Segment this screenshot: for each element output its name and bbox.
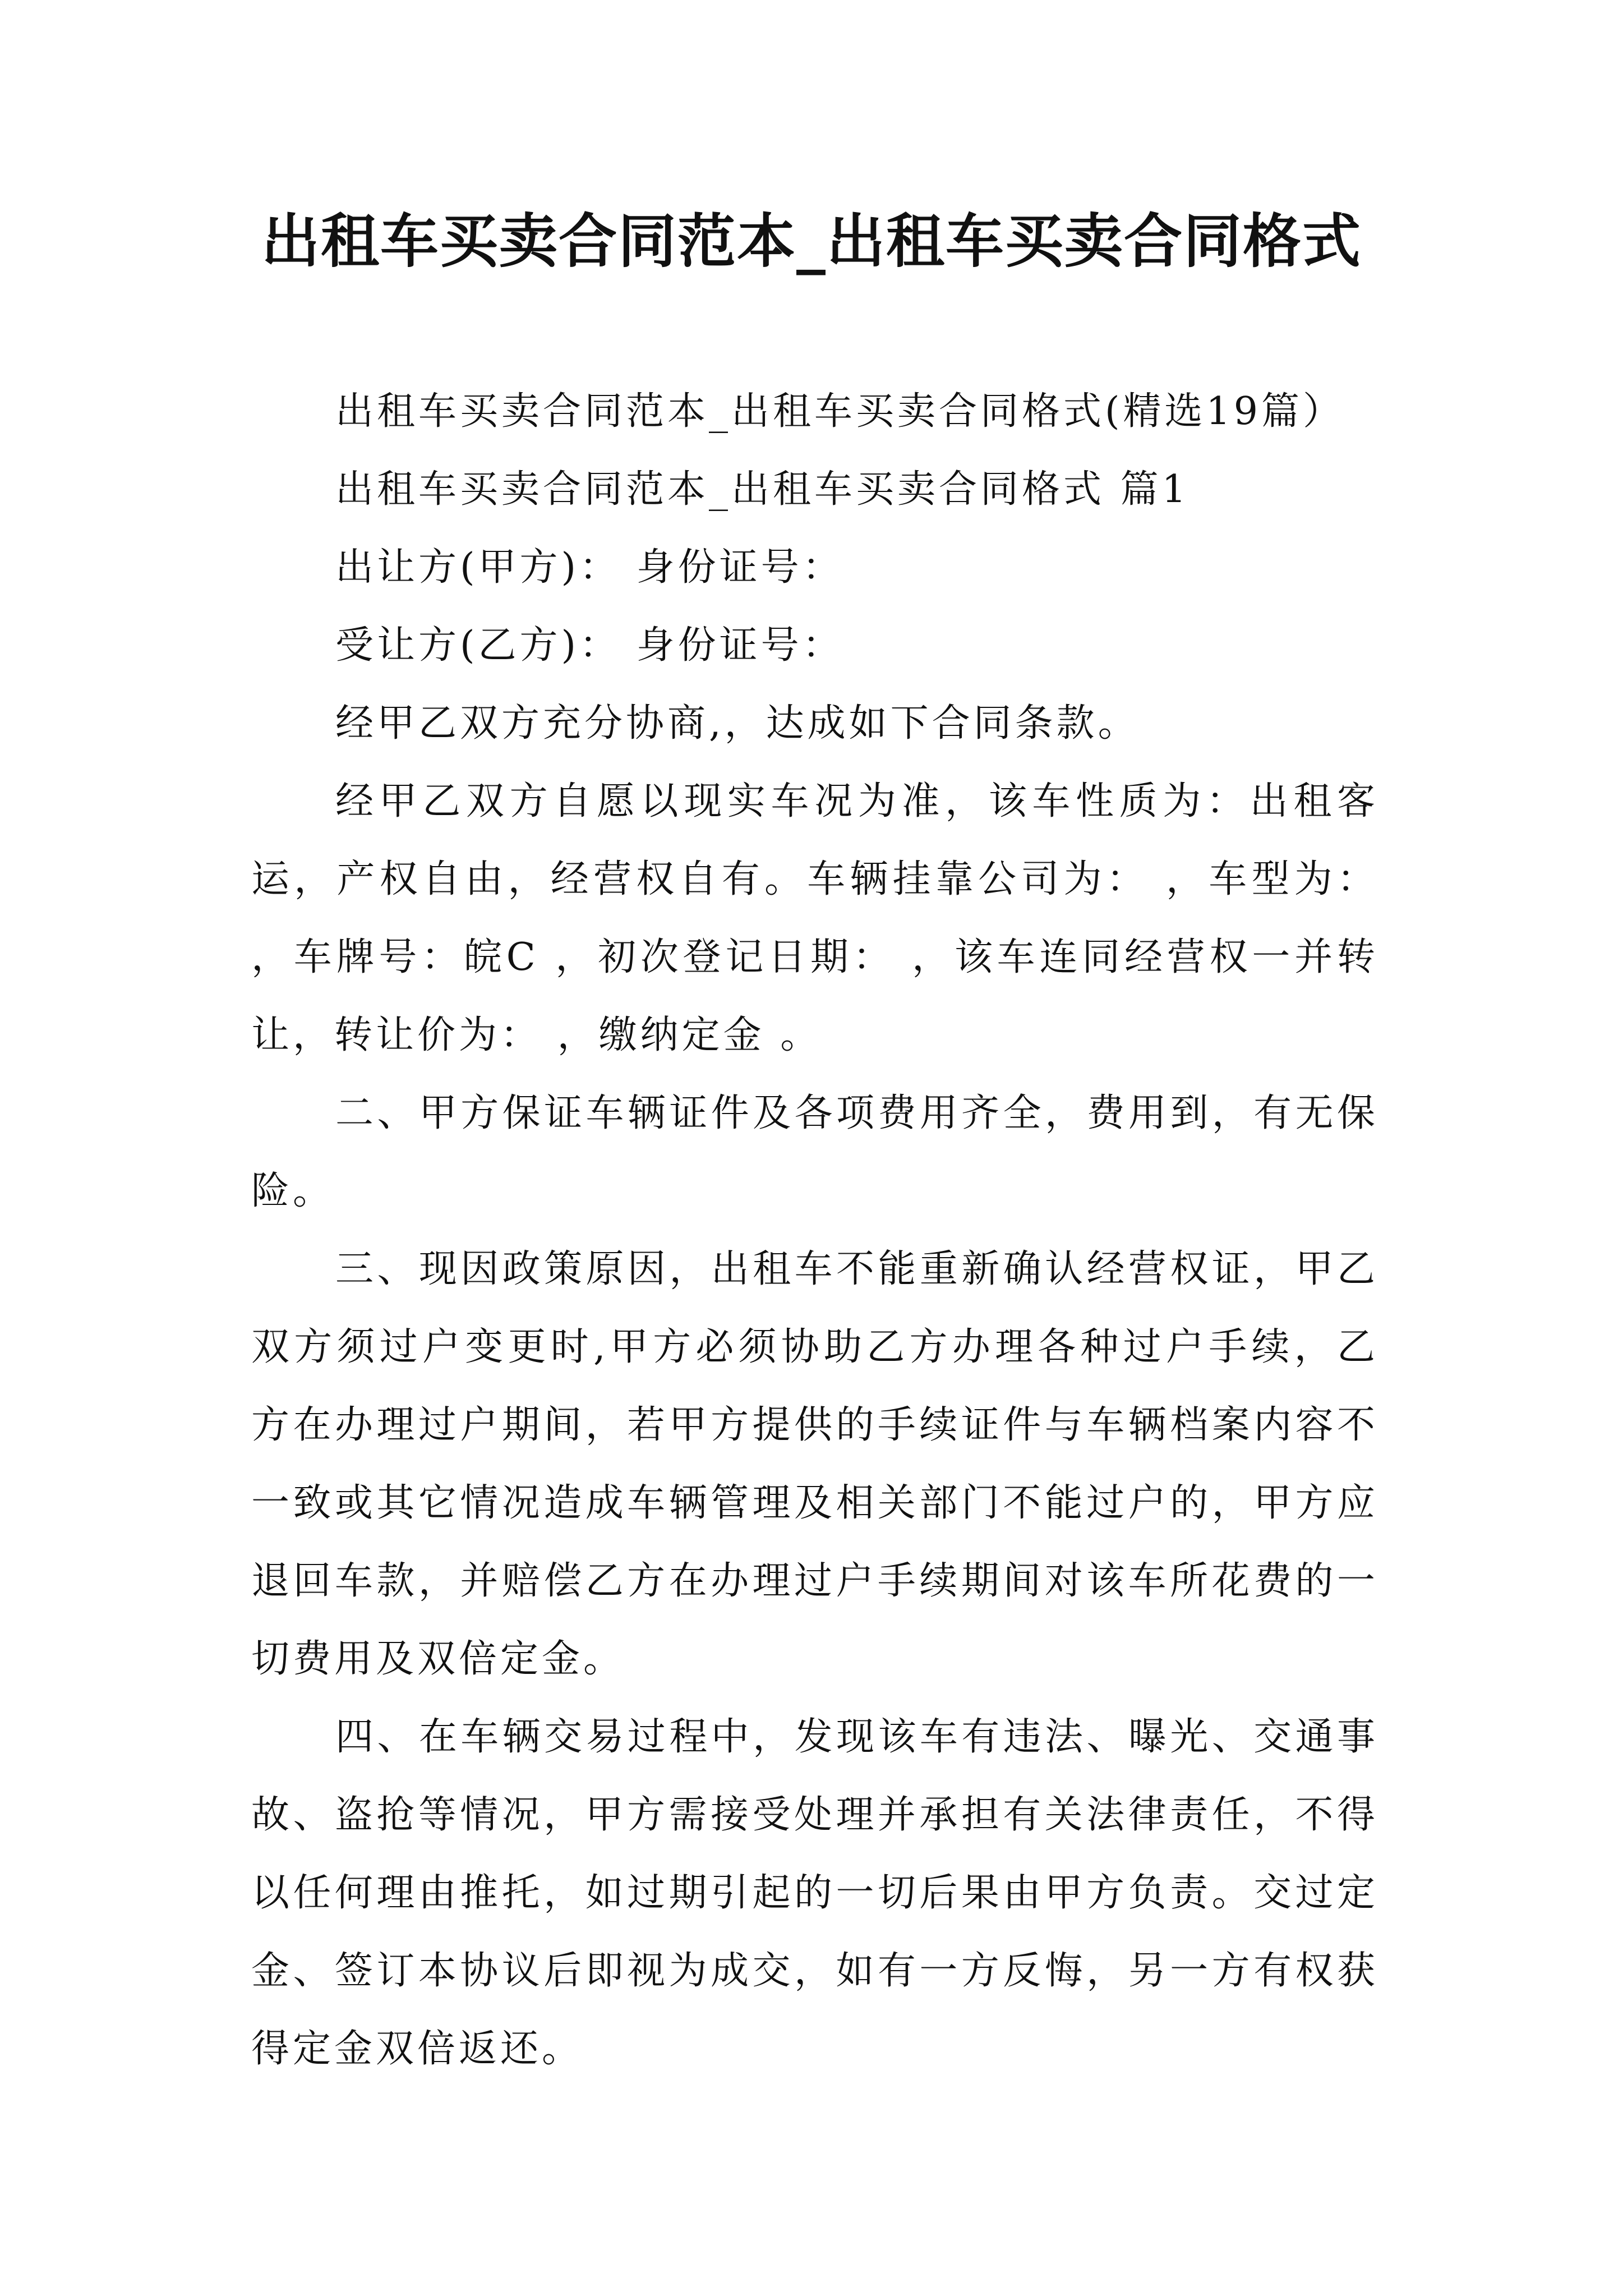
document-body — [251, 372, 1378, 2088]
paragraph: 三、现因政策原因，出租车不能重新确认经营权证，甲乙双方须过户变更时,甲方必须协助乙方办理各种过户手续，乙方在办理过户期间，若甲方提供的手续证件与车辆档案内容不一致或其它情况造成车辆管理及相关部门不能过户的，甲方应退回车款，并赔偿乙方在办理过户手续期间对该车所花费的一切费用及双倍定金。 — [251, 1247, 1378, 1681]
paragraph: 经甲乙双方自愿以现实车况为准，该车性质为：出租客运，产权自由，经营权自有。车辆挂靠公司为： ，车型为： ，车牌号：皖C ，初次登记日期： ，该车连同经营权一并转让，转让价为： ，缴纳定金 。 — [251, 779, 1378, 1057]
paragraph: 经甲乙双方充分协商,，达成如下合同条款。 — [335, 701, 1140, 746]
section-heading: 出租车买卖合同范本_出租车买卖合同格式 篇1 — [335, 467, 1189, 512]
subtitle-line: 出租车买卖合同范本_出租车买卖合同格式(精选19篇） — [335, 389, 1345, 434]
paragraph: 二、甲方保证车辆证件及各项费用齐全，费用到，有无保险。 — [251, 1091, 1378, 1213]
paragraph: 四、在车辆交易过程中，发现该车有违法、曝光、交通事故、盗抢等情况，甲方需接受处理并承担有关法律责任，不得以任何理由推托，如过期引起的一切后果由甲方负责。交过定金、签订本协议后即视为成交，如有一方反悔，另一方有权获得定金双倍返还。 — [251, 1715, 1378, 2071]
party-a-line: 出让方(甲方)： 身份证号： — [335, 545, 844, 590]
party-b-line: 受让方(乙方)： 身份证号： — [335, 623, 844, 668]
document-title: 出租车买卖合同范本_出租车买卖合同格式 — [261, 207, 1362, 275]
